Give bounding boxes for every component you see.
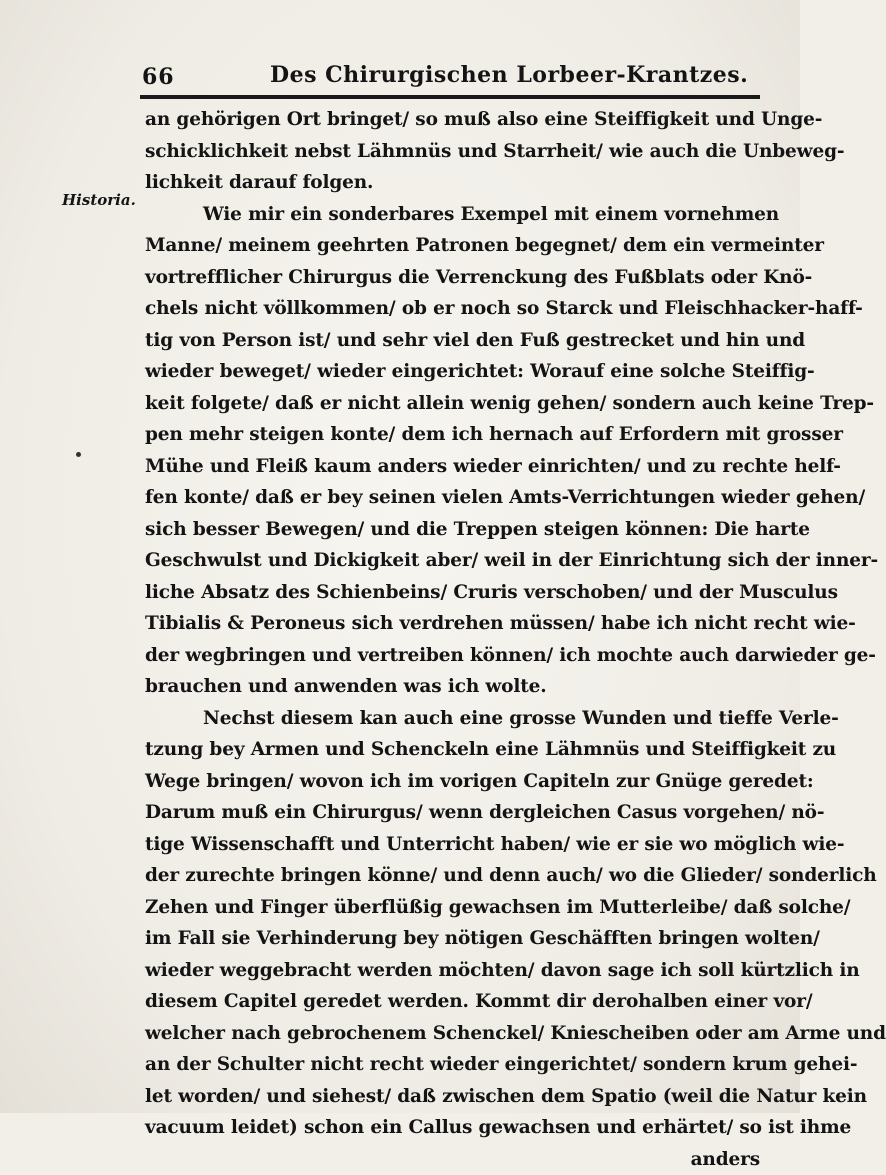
text-line: keit folgete/ daß er nicht allein wenig gehen/ sondern auch keine Trep-: [145, 388, 760, 420]
page-number: 66: [142, 64, 175, 90]
text-line: Tibialis & Peroneus sich verdrehen müssen/ habe ich nicht recht wie-: [145, 608, 760, 640]
text-line: Mühe und Fleiß kaum anders wieder einrichten/ und zu rechte helf-: [145, 451, 760, 483]
text-line: Geschwulst und Dickigkeit aber/ weil in der Einrichtung sich der inner-: [145, 545, 760, 577]
text-line: brauchen und anwenden was ich wolte.: [145, 671, 760, 703]
text-line: Wie mir ein sonderbares Exempel mit einem vornehmen: [145, 199, 760, 231]
text-line: tzung bey Armen und Schenckeln eine Lähmnüs und Steiffigkeit zu: [145, 734, 760, 766]
text-line: tige Wissenschafft und Unterricht haben/ wie er sie wo möglich wie-: [145, 829, 760, 861]
text-line: diesem Capitel geredet werden. Kommt dir derohalben einer vor/: [145, 986, 760, 1018]
running-title: Des Chirurgischen Lorbeer-Krantzes.: [270, 62, 748, 88]
text-line: vacuum leidet) schon ein Callus gewachsen und erhärtet/ so ist ihme: [145, 1112, 760, 1144]
text-line: der wegbringen und vertreiben können/ ich mochte auch darwieder ge-: [145, 640, 760, 672]
catchword: anders: [145, 1144, 760, 1175]
text-line: wieder beweget/ wieder eingerichtet: Worauf eine solche Steiffig-: [145, 356, 760, 388]
text-line: Darum muß ein Chirurgus/ wenn dergleichen Casus vorgehen/ nö-: [145, 797, 760, 829]
margin-note: Historia.: [62, 191, 136, 209]
text-line: Zehen und Finger überflüßig gewachsen im Mutterleibe/ daß solche/: [145, 892, 760, 924]
text-line: schicklichkeit nebst Lähmnüs und Starrheit/ wie auch die Unbeweg-: [145, 136, 760, 168]
text-line: der zurechte bringen könne/ und denn auch/ wo die Glieder/ sonderlich: [145, 860, 760, 892]
body-text: [145, 104, 760, 1175]
text-line: fen konte/ daß er bey seinen vielen Amts-Verrichtungen wieder gehen/: [145, 482, 760, 514]
text-line: an gehörigen Ort bringet/ so muß also eine Steiffigkeit und Unge-: [145, 104, 760, 136]
page-header: [142, 62, 760, 92]
text-line: chels nicht völlkommen/ ob er noch so Starck und Fleischhacker-haff-: [145, 293, 760, 325]
text-line: Wege bringen/ wovon ich im vorigen Capiteln zur Gnüge geredet:: [145, 766, 760, 798]
ink-spot: [76, 452, 81, 457]
header-rule: [140, 95, 760, 99]
text-line: Manne/ meinem geehrten Patronen begegnet/ dem ein vermeinter: [145, 230, 760, 262]
text-line: tig von Person ist/ und sehr viel den Fuß gestrecket und hin und: [145, 325, 760, 357]
text-line: liche Absatz des Schienbeins/ Cruris verschoben/ und der Musculus: [145, 577, 760, 609]
text-line: vortrefflicher Chirurgus die Verrenckung des Fußblats oder Knö-: [145, 262, 760, 294]
text-line: wieder weggebracht werden möchten/ davon sage ich soll kürtzlich in: [145, 955, 760, 987]
text-line: pen mehr steigen konte/ dem ich hernach auf Erfordern mit grosser: [145, 419, 760, 451]
text-line: Nechst diesem kan auch eine grosse Wunden und tieffe Verle-: [145, 703, 760, 735]
text-line: welcher nach gebrochenem Schenckel/ Kniescheiben oder am Arme und: [145, 1018, 760, 1050]
text-line: lichkeit darauf folgen.: [145, 167, 760, 199]
text-line: an der Schulter nicht recht wieder eingerichtet/ sondern krum gehei-: [145, 1049, 760, 1081]
text-line: sich besser Bewegen/ und die Treppen steigen können: Die harte: [145, 514, 760, 546]
text-line: im Fall sie Verhinderung bey nötigen Geschäfften bringen wolten/: [145, 923, 760, 955]
text-line: let worden/ und siehest/ daß zwischen dem Spatio (weil die Natur kein: [145, 1081, 760, 1113]
